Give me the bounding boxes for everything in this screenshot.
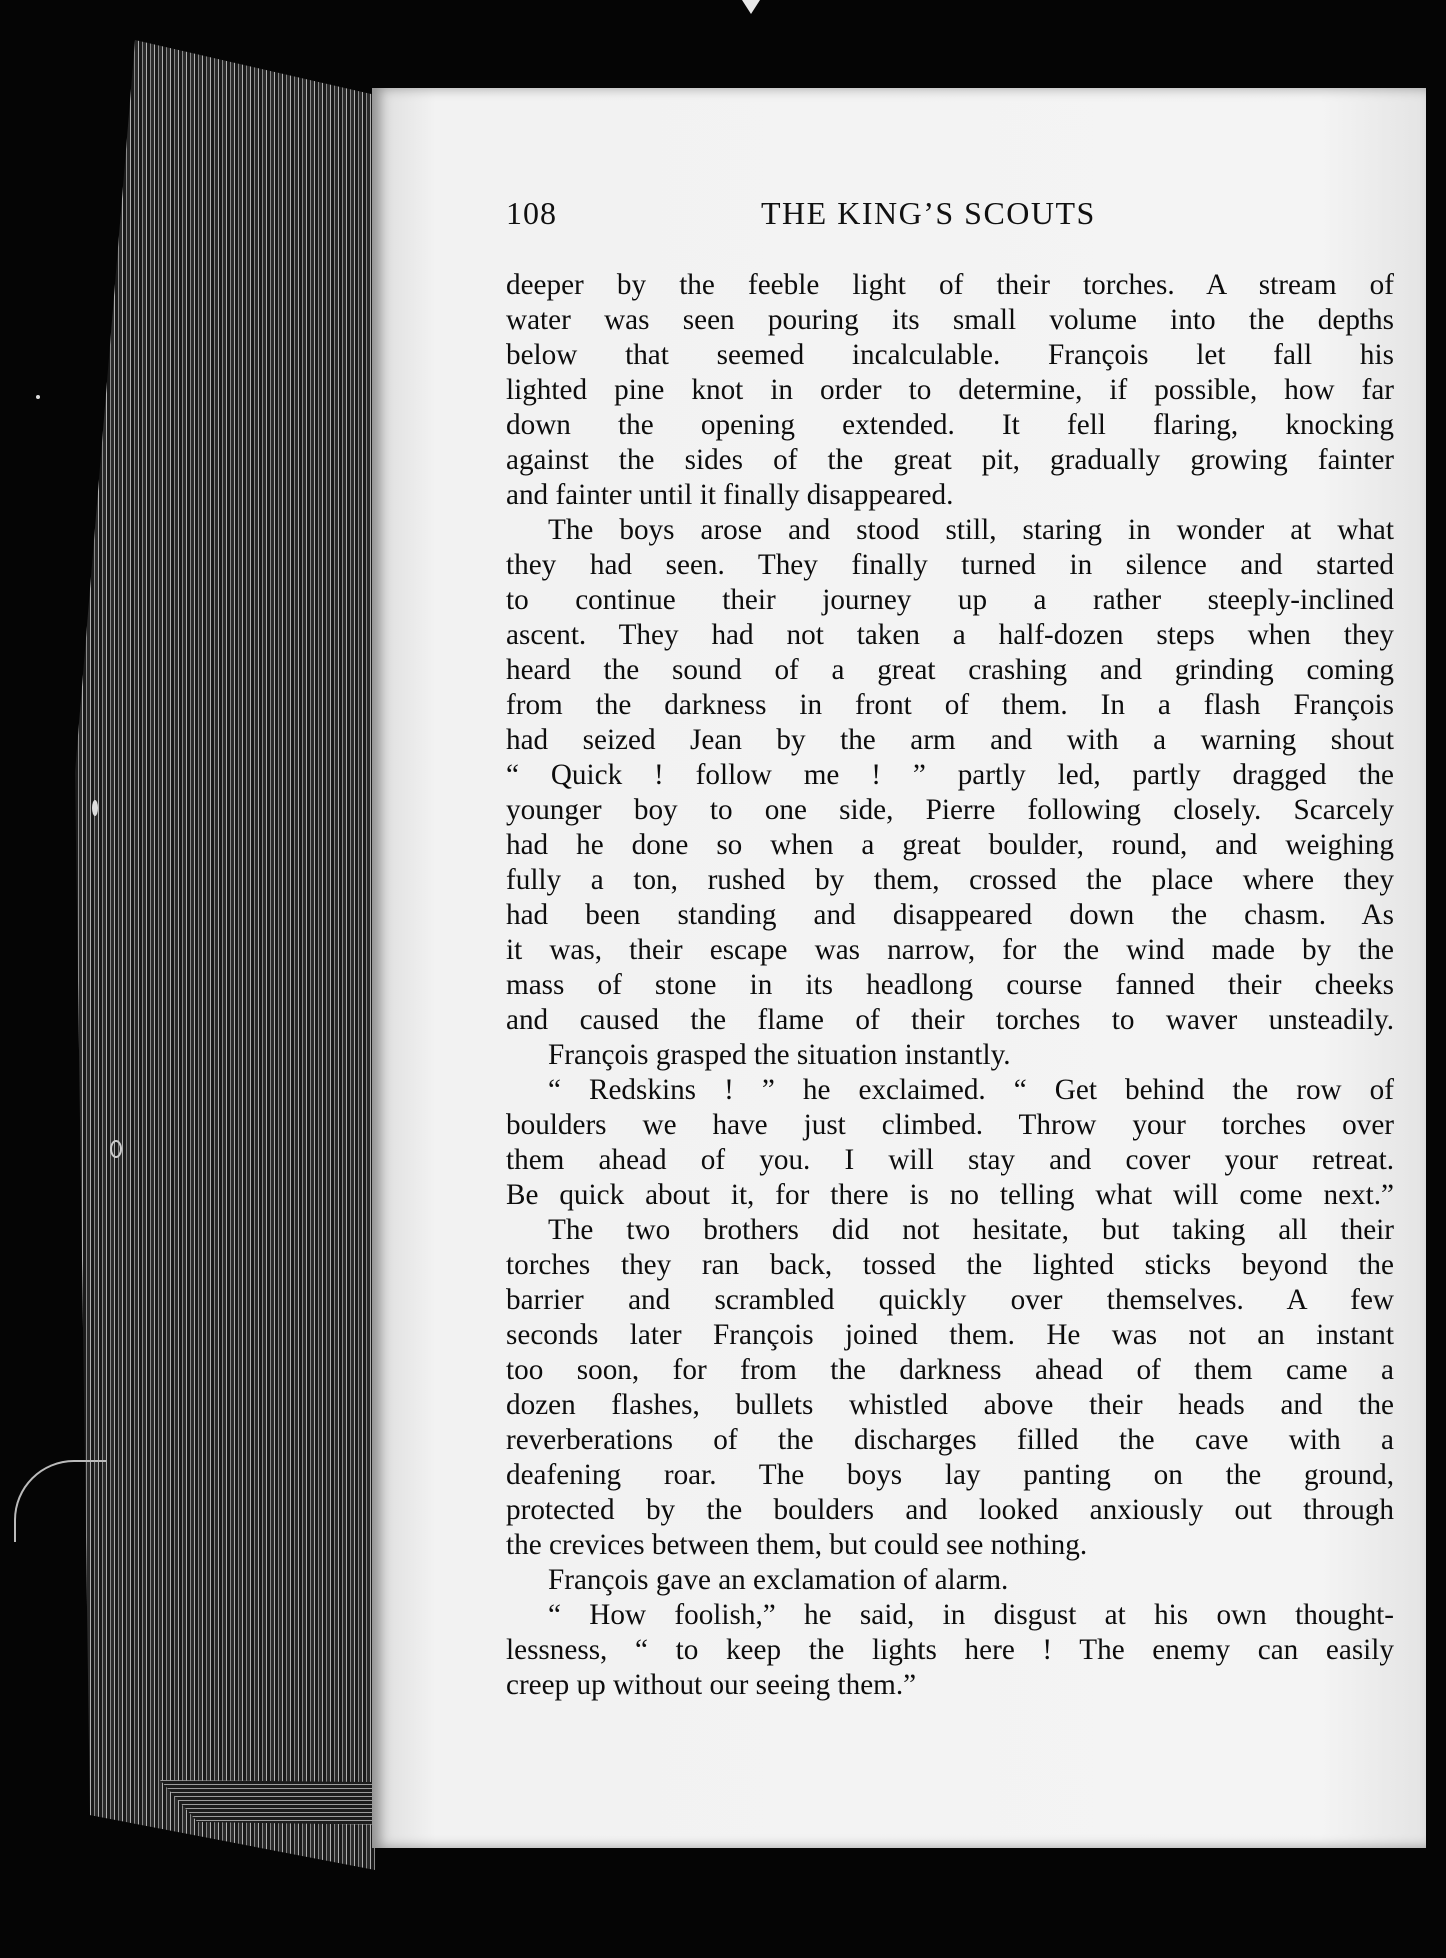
- text-line: protected by the boulders and looked anxiously out through: [506, 1494, 1394, 1526]
- text-line: seconds later François joined them. He was not an instant: [506, 1319, 1394, 1351]
- text-line: The boys arose and stood still, staring in wonder at what: [548, 514, 1394, 546]
- text-line: from the darkness in front of them. In a flash François: [506, 689, 1394, 721]
- text-line: against the sides of the great pit, gradually growing fainter: [506, 444, 1394, 476]
- text-line: barrier and scrambled quickly over themselves. A few: [506, 1284, 1394, 1316]
- text-line: younger boy to one side, Pierre following closely. Scarcely: [506, 794, 1394, 826]
- text-line: mass of stone in its headlong course fanned their cheeks: [506, 969, 1394, 1001]
- text-line: heard the sound of a great crashing and grinding coming: [506, 654, 1394, 686]
- text-line: lessness, “ to keep the lights here ! The enemy can easily: [506, 1634, 1394, 1666]
- stacked-page-edges: [75, 40, 375, 1870]
- text-line: François gave an exclamation of alarm.: [548, 1564, 1009, 1596]
- text-line: “ Quick ! follow me ! ” partly led, partly dragged the: [506, 759, 1394, 791]
- dust-speck: [36, 395, 40, 399]
- text-line: “ How foolish,” he said, in disgust at his own thought-: [548, 1599, 1394, 1631]
- text-line: they had seen. They finally turned in silence and started: [506, 549, 1394, 581]
- text-line: them ahead of you. I will stay and cover your retreat.: [506, 1144, 1394, 1176]
- text-line: and fainter until it finally disappeared.: [506, 479, 954, 511]
- text-line: “ Redskins ! ” he exclaimed. “ Get behind the row of: [548, 1074, 1394, 1106]
- text-line: too soon, for from the darkness ahead of them came a: [506, 1354, 1394, 1386]
- text-line: had he done so when a great boulder, round, and weighing: [506, 829, 1394, 861]
- text-line: creep up without our seeing them.”: [506, 1669, 917, 1701]
- text-line: it was, their escape was narrow, for the wind made by the: [506, 934, 1394, 966]
- text-line: lighted pine knot in order to determine, if possible, how far: [506, 374, 1394, 406]
- running-title: THE KING’S SCOUTS: [761, 195, 1096, 231]
- text-line: had been standing and disappeared down the chasm. As: [506, 899, 1394, 931]
- text-line: Be quick about it, for there is no telling what will come next.”: [506, 1179, 1394, 1211]
- text-line: boulders we have just climbed. Throw your torches over: [506, 1109, 1394, 1141]
- text-line: reverberations of the discharges filled the cave with a: [506, 1424, 1394, 1456]
- body-text: [506, 268, 1394, 1703]
- text-line: The two brothers did not hesitate, but taking all their: [548, 1214, 1394, 1246]
- text-line: deafening roar. The boys lay panting on the ground,: [506, 1459, 1394, 1491]
- text-line: the crevices between them, but could see nothing.: [506, 1529, 1088, 1561]
- page-number: 108: [506, 195, 557, 231]
- dust-speck: [110, 1140, 122, 1158]
- text-line: fully a ton, rushed by them, crossed the place where they: [506, 864, 1394, 896]
- text-line: torches they ran back, tossed the lighted sticks beyond the: [506, 1249, 1394, 1281]
- margin-mark: [14, 1460, 106, 1542]
- text-line: François grasped the situation instantly.: [548, 1039, 1011, 1071]
- text-line: and caused the flame of their torches to waver unsteadily.: [506, 1004, 1394, 1036]
- text-line: down the opening extended. It fell flaring, knocking: [506, 409, 1394, 441]
- text-line: dozen flashes, bullets whistled above their heads and the: [506, 1389, 1394, 1421]
- text-line: to continue their journey up a rather steeply-inclined: [506, 584, 1394, 616]
- page-header: [506, 195, 1396, 245]
- text-line: ascent. They had not taken a half-dozen steps when they: [506, 619, 1394, 651]
- text-line: water was seen pouring its small volume into the depths: [506, 304, 1394, 336]
- scan-artifact: [742, 0, 760, 14]
- text-line: had seized Jean by the arm and with a warning shout: [506, 724, 1394, 756]
- text-line: below that seemed incalculable. François let fall his: [506, 339, 1394, 371]
- dust-speck: [92, 800, 98, 816]
- text-line: deeper by the feeble light of their torches. A stream of: [506, 269, 1394, 301]
